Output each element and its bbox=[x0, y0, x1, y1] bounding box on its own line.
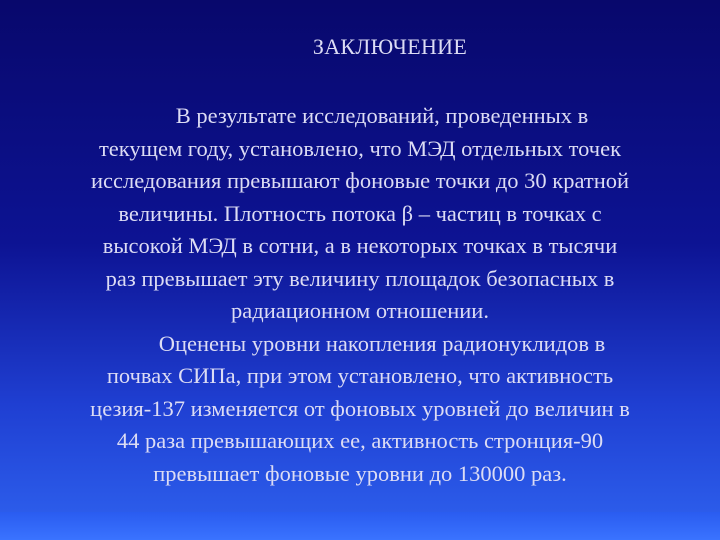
paragraph-2-line: 44 раза превышающих ее, активность стронция-90 bbox=[116, 428, 604, 453]
footer-bar bbox=[0, 512, 720, 540]
paragraph-1-line: текущем году, установлено, что МЭД отдельных точек bbox=[98, 135, 622, 161]
paragraph-2-line: превышает фоновые уровни до 130000 раз. bbox=[153, 460, 567, 486]
paragraph-1-line: В результате исследований, проведенных в bbox=[175, 103, 589, 128]
slide-body bbox=[4, 100, 716, 490]
paragraph-1-line: высокой МЭД в сотни, а в некоторых точках в тысячи bbox=[102, 233, 618, 258]
paragraph-1-line: исследования превышают фоновые точки до 30 кратной bbox=[90, 168, 630, 193]
paragraph-1-line: радиационном отношении. bbox=[231, 298, 489, 323]
paragraph-2-line: почвах СИПа, при этом установлено, что активность bbox=[106, 363, 614, 388]
paragraph-2-line: Оценены уровни накопления радионуклидов в bbox=[158, 330, 606, 356]
paragraph-2-line: цезия-137 изменяется от фоновых уровней до величин в bbox=[90, 395, 630, 421]
paragraph-1-line: раз превышает эту величину площадок безопасных в bbox=[105, 265, 615, 291]
paragraph-1-line: величины. Плотность потока β – частиц в точках с bbox=[118, 200, 602, 226]
slide-title: ЗАКЛЮЧЕНИЕ bbox=[312, 34, 468, 59]
